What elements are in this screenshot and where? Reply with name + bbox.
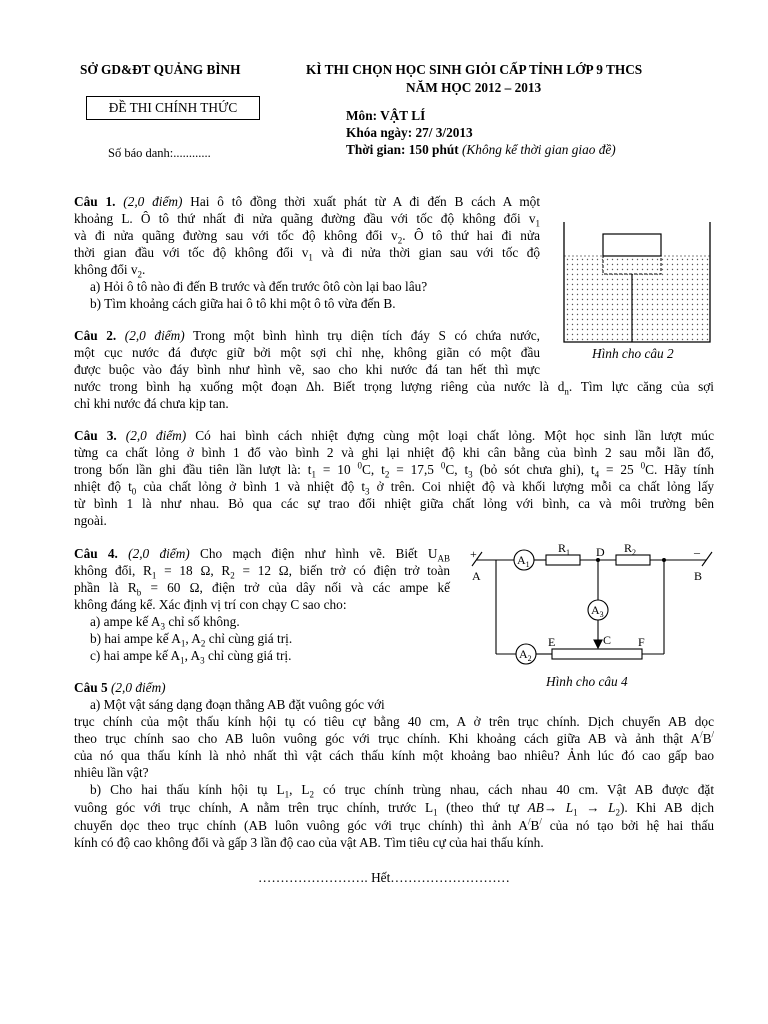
figure-caption-q2: Hình cho câu 2	[592, 346, 674, 361]
circuit-diagram	[466, 538, 716, 670]
slider-c-arrow	[594, 640, 602, 648]
label-c: C	[603, 633, 612, 647]
resistor-r1	[546, 555, 580, 565]
label-b: B	[694, 569, 703, 583]
label-a3: $A_3$	[591, 603, 604, 619]
question-1-part-a: a) Hỏi ô tô nào đi đến B trước và đến trước ôtô còn lại bao lâu?	[90, 279, 428, 294]
end-marker: ……………………. Hết………………………	[258, 870, 510, 885]
label-r1: $R_1$	[558, 541, 571, 557]
question-4-part-b: b) hai ampe kế $A_1$, $A_2$ chỉ cùng giá trị.	[90, 631, 293, 649]
label-r2: $R_2$	[624, 541, 637, 557]
figure-caption-q4: Hình cho câu 4	[546, 674, 628, 689]
question-1-part-b: b) Tìm khoảng cách giữa hai ô tô khi một ô tô vừa đến B.	[90, 296, 396, 311]
label-a1: $A_1$	[517, 553, 530, 569]
school-year: NĂM HỌC 2012 – 2013	[406, 80, 542, 95]
question-4-part-c: c) hai ampe kế $A_1$, $A_3$ chỉ cùng giá trị.	[90, 648, 292, 666]
label-d: D	[596, 545, 605, 559]
label-a2: $A_2$	[519, 647, 532, 663]
label-f: F	[638, 635, 645, 649]
plus-sign: +	[470, 547, 477, 561]
question-4-part-a: a) ampe kế $A_3$ chỉ số không.	[90, 614, 240, 632]
rheostat	[552, 649, 642, 659]
subject: Môn: VẬT LÍ	[346, 108, 426, 123]
exam-date: Khóa ngày: 27/ 3/2013	[346, 125, 473, 140]
minus-sign: –	[694, 545, 700, 559]
ice-cube-top	[603, 234, 661, 256]
terminal-b-mark	[702, 552, 712, 566]
official-exam-label: ĐỀ THI CHÍNH THỨC	[86, 96, 260, 120]
label-a: A	[472, 569, 481, 583]
ice-cube-container-figure	[556, 218, 716, 344]
label-e: E	[548, 635, 556, 649]
exam-title: KÌ THI CHỌN HỌC SINH GIỎI CẤP TỈNH LỚP 9 THCS	[306, 62, 643, 77]
duration: Thời gian: 150 phút (Không kể thời gian giao đề)	[346, 142, 616, 157]
water	[564, 256, 710, 342]
department-name: SỞ GD&ĐT QUẢNG BÌNH	[80, 62, 241, 77]
candidate-number: Số báo danh:............	[108, 146, 211, 160]
